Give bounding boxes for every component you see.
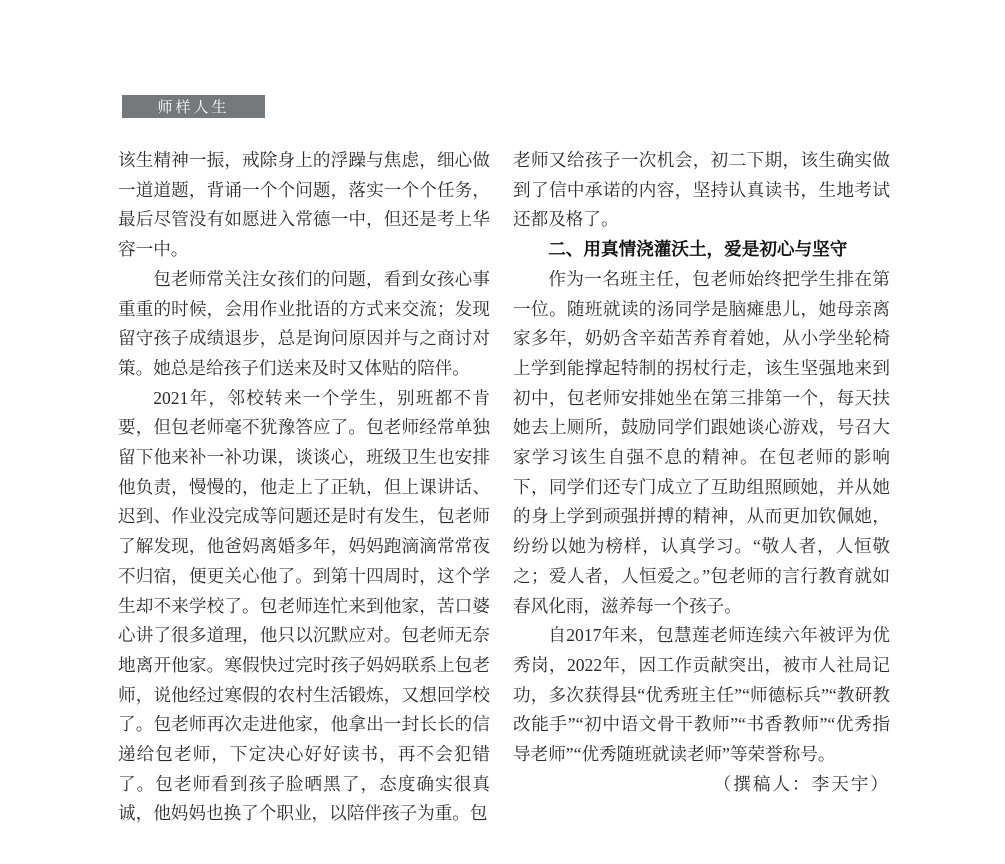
section-heading: 二、用真情浇灌沃土，爱是初心与坚守: [548, 239, 848, 260]
left-text-column: [118, 146, 490, 829]
paragraph: 2021年，邻校转来一个学生，别班都不肯要，但包老师毫不犹豫答应了。包老师经常单独留下他来补一补功课，谈谈心，班级卫生也安排他负责，慢慢的，他走上了正轨，但上课讲话、迟到、作业没完成等问题还是时有发生，包老师了解发现，他爸妈离婚多年，妈妈跑滴滴常常夜不归宿，便更关心他了。到第十四周时，这个学生却不来学校了。包老师连忙来到他家，苦口婆心讲了很多道理，他只以沉默应对。包老师无奈地离开他家。寒假快过完时孩子妈妈联系上包老师，说他经过寒假的农村生活锻炼，又想回学校了。包老师再次走进他家，他拿出一封长长的信递给包老师，下定决心好好读书，再不会犯错了。包老师看到孩子脸晒黑了，态度确实很真诚，他妈妈也换了个职业，以陪伴孩子为重。包: [118, 387, 490, 824]
paragraph: 自2017年来，包慧莲老师连续六年被评为优秀岗，2022年，因工作贡献突出，被市人社局记功，多次获得县“优秀班主任”“师德标兵”“教研教改能手”“初中语文骨干教师”“书香教师”“优秀指导老师”“优秀随班就读老师”等荣誉称号。: [513, 625, 890, 765]
paragraph: 包老师常关注女孩们的问题，看到女孩心事重重的时候，会用作业批语的方式来交流；发现留守孩子成绩退步，总是询问原因并与之商讨对策。她总是给孩子们送来及时又体贴的陪伴。: [118, 268, 490, 378]
section-badge: [122, 95, 265, 118]
section-badge-label: 师样人生: [157, 99, 230, 116]
right-text-column: [513, 146, 890, 799]
paragraph: 该生精神一振，戒除身上的浮躁与焦虑，细心做一道道题，背诵一个个问题，落实一个个任务，最后尽管没有如愿进入常德一中，但还是考上华容一中。: [118, 150, 490, 260]
paragraph: 老师又给孩子一次机会，初二下期，该生确实做到了信中承诺的内容，坚持认真读书，生地考试还都及格了。: [513, 150, 890, 230]
paragraph: 作为一名班主任，包老师始终把学生排在第一位。随班就读的汤同学是脑瘫患儿，她母亲离家多年，奶奶含辛茹苦养育着她，从小学坐轮椅上学到能撑起特制的拐杖行走，该生坚强地来到初中，包老师安排她坐在第三排第一个，每天扶她去上厕所，鼓励同学们跟她谈心游戏，号召大家学习该生自强不息的精神。在包老师的影响下，同学们还专门成立了互助组照顾她，并从她的身上学到顽强拼搏的精神，从而更加钦佩她，纷纷以她为榜样，认真学习。“敬人者，人恒敬之；爱人者，人恒爱之。”包老师的言行教育就如春风化雨，滋养每一个孩子。: [513, 268, 890, 616]
author-signature: （撰稿人：李天宇）: [713, 773, 890, 794]
